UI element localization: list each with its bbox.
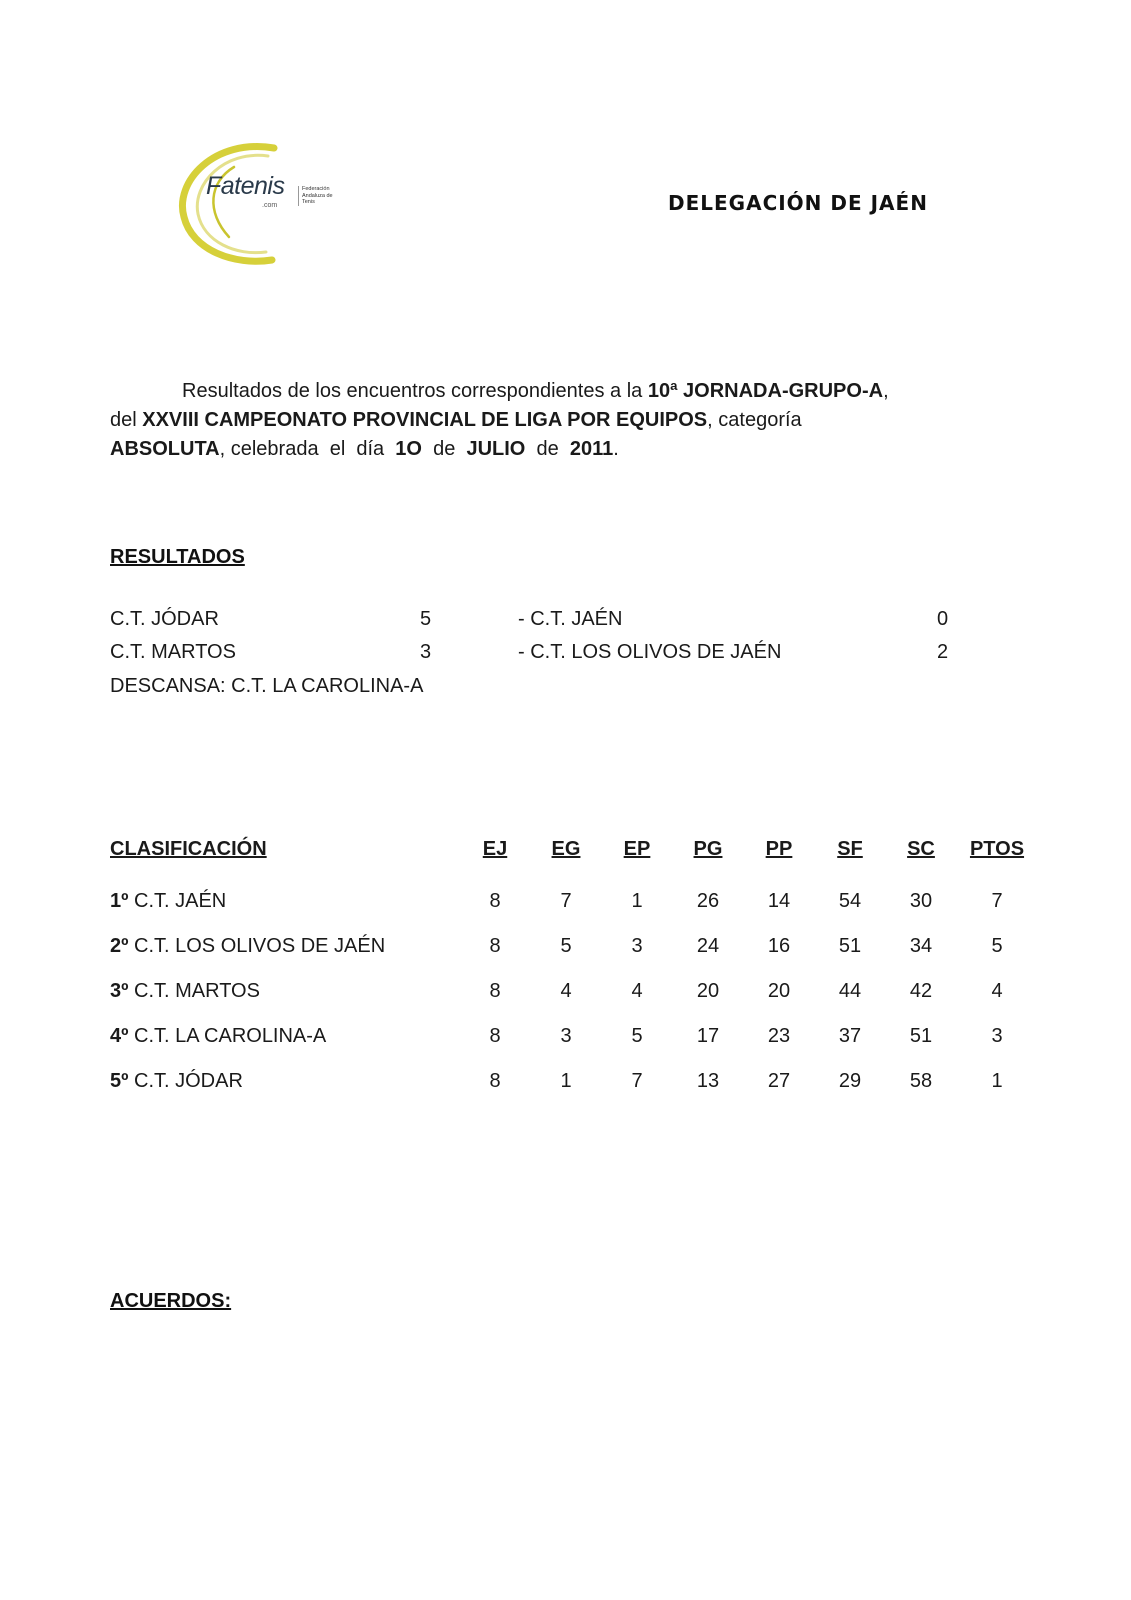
team-cell bbox=[110, 1025, 326, 1048]
column-header: SF bbox=[837, 838, 863, 860]
table-row bbox=[110, 1070, 1030, 1100]
stat-cell: 51 bbox=[909, 1025, 933, 1047]
stat-cell: 1 bbox=[560, 1070, 572, 1092]
logo-federation-text: Federación Andaluza de Tenis bbox=[298, 186, 342, 206]
column-header: SC bbox=[907, 838, 935, 860]
stat-cell: 42 bbox=[909, 980, 933, 1002]
team-cell bbox=[110, 935, 385, 958]
team-name: C.T. JÓDAR bbox=[134, 1070, 243, 1092]
result-row bbox=[110, 608, 990, 638]
column-header: EJ bbox=[482, 838, 508, 860]
stat-cell: 17 bbox=[696, 1025, 720, 1047]
stat-cell: 3 bbox=[631, 935, 643, 957]
intro-text: , categoría bbox=[707, 409, 802, 431]
position-cell: 5º bbox=[110, 1070, 129, 1092]
standings-title: CLASIFICACIÓN bbox=[110, 838, 267, 860]
column-header: PP bbox=[765, 838, 793, 860]
stat-cell: 51 bbox=[838, 935, 862, 957]
intro-text: Resultados de los encuentros correspondientes a la bbox=[182, 380, 648, 402]
intro-year: 2011 bbox=[569, 438, 614, 460]
intro-text: , bbox=[883, 380, 889, 402]
stat-cell: 7 bbox=[631, 1070, 643, 1092]
table-row bbox=[110, 980, 1030, 1010]
away-team: - C.T. LOS OLIVOS DE JAÉN bbox=[518, 641, 782, 663]
team-name: C.T. JAÉN bbox=[134, 890, 227, 912]
team-cell bbox=[110, 980, 260, 1003]
position-cell: 1º bbox=[110, 890, 129, 912]
results-title: RESULTADOS bbox=[110, 546, 245, 568]
home-score: 3 bbox=[420, 641, 432, 663]
stat-cell: 29 bbox=[838, 1070, 862, 1092]
intro-text: , celebrada el día bbox=[219, 438, 396, 460]
stat-cell: 8 bbox=[489, 1025, 501, 1047]
stat-cell: 26 bbox=[696, 890, 720, 912]
stat-cell: 1 bbox=[991, 1070, 1003, 1092]
stat-cell: 23 bbox=[767, 1025, 791, 1047]
stat-cell: 7 bbox=[991, 890, 1003, 912]
stat-cell: 20 bbox=[696, 980, 720, 1002]
logo-wordmark: Fatenis bbox=[206, 172, 285, 200]
logo-domain: .com bbox=[262, 202, 278, 209]
team-cell bbox=[110, 1070, 243, 1093]
fatenis-logo bbox=[174, 142, 354, 267]
team-name: C.T. LA CAROLINA-A bbox=[134, 1025, 327, 1047]
column-header: EP bbox=[623, 838, 651, 860]
home-score: 5 bbox=[420, 608, 432, 630]
stat-cell: 8 bbox=[489, 1070, 501, 1092]
stat-cell: 5 bbox=[631, 1025, 643, 1047]
stat-cell: 34 bbox=[909, 935, 933, 957]
intro-category: ABSOLUTA bbox=[110, 438, 220, 460]
stat-cell: 4 bbox=[631, 980, 643, 1002]
home-team: C.T. MARTOS bbox=[110, 641, 236, 663]
position-cell: 2º bbox=[110, 935, 129, 957]
stat-cell: 54 bbox=[838, 890, 862, 912]
stat-cell: 7 bbox=[560, 890, 572, 912]
stat-cell: 8 bbox=[489, 980, 501, 1002]
delegation-heading: DELEGACIÓN DE JAÉN bbox=[668, 191, 928, 215]
intro-text: de bbox=[421, 438, 467, 460]
column-header: EG bbox=[551, 838, 581, 860]
stat-cell: 5 bbox=[560, 935, 572, 957]
team-name: C.T. MARTOS bbox=[134, 980, 260, 1002]
stat-cell: 3 bbox=[560, 1025, 572, 1047]
away-team: - C.T. JAÉN bbox=[518, 608, 623, 630]
stat-cell: 20 bbox=[767, 980, 791, 1002]
intro-month: JULIO bbox=[466, 438, 526, 460]
rest-team-row bbox=[110, 675, 990, 705]
stat-cell: 27 bbox=[767, 1070, 791, 1092]
stat-cell: 4 bbox=[991, 980, 1003, 1002]
column-header: PTOS bbox=[969, 838, 1025, 860]
agreements-title: ACUERDOS: bbox=[110, 1290, 232, 1312]
stat-cell: 8 bbox=[489, 935, 501, 957]
intro-text: de bbox=[525, 438, 570, 460]
stat-cell: 58 bbox=[909, 1070, 933, 1092]
stat-cell: 1 bbox=[631, 890, 643, 912]
standings-header bbox=[110, 838, 1030, 866]
column-header: PG bbox=[693, 838, 723, 860]
stat-cell: 3 bbox=[991, 1025, 1003, 1047]
team-cell bbox=[110, 890, 226, 913]
stat-cell: 16 bbox=[767, 935, 791, 957]
position-cell: 3º bbox=[110, 980, 129, 1002]
stat-cell: 13 bbox=[696, 1070, 720, 1092]
stat-cell: 4 bbox=[560, 980, 572, 1002]
stat-cell: 8 bbox=[489, 890, 501, 912]
stat-cell: 30 bbox=[909, 890, 933, 912]
away-score: 2 bbox=[937, 641, 949, 663]
intro-day: 1O bbox=[395, 438, 422, 460]
intro-round: 10ª JORNADA-GRUPO-A bbox=[647, 380, 884, 402]
position-cell: 4º bbox=[110, 1025, 129, 1047]
team-name: C.T. LOS OLIVOS DE JAÉN bbox=[134, 935, 386, 957]
intro-paragraph bbox=[110, 377, 990, 464]
rest-team: DESCANSA: C.T. LA CAROLINA-A bbox=[110, 675, 424, 697]
intro-text: . bbox=[613, 438, 619, 460]
intro-championship: XXVIII CAMPEONATO PROVINCIAL DE LIGA POR EQUIPOS bbox=[142, 409, 708, 431]
stat-cell: 24 bbox=[696, 935, 720, 957]
result-row bbox=[110, 641, 990, 671]
home-team: C.T. JÓDAR bbox=[110, 608, 219, 630]
table-row bbox=[110, 890, 1030, 920]
stat-cell: 37 bbox=[838, 1025, 862, 1047]
stat-cell: 5 bbox=[991, 935, 1003, 957]
table-row bbox=[110, 1025, 1030, 1055]
away-score: 0 bbox=[937, 608, 949, 630]
intro-text: del bbox=[110, 409, 143, 431]
stat-cell: 14 bbox=[767, 890, 791, 912]
stat-cell: 44 bbox=[838, 980, 862, 1002]
table-row bbox=[110, 935, 1030, 965]
